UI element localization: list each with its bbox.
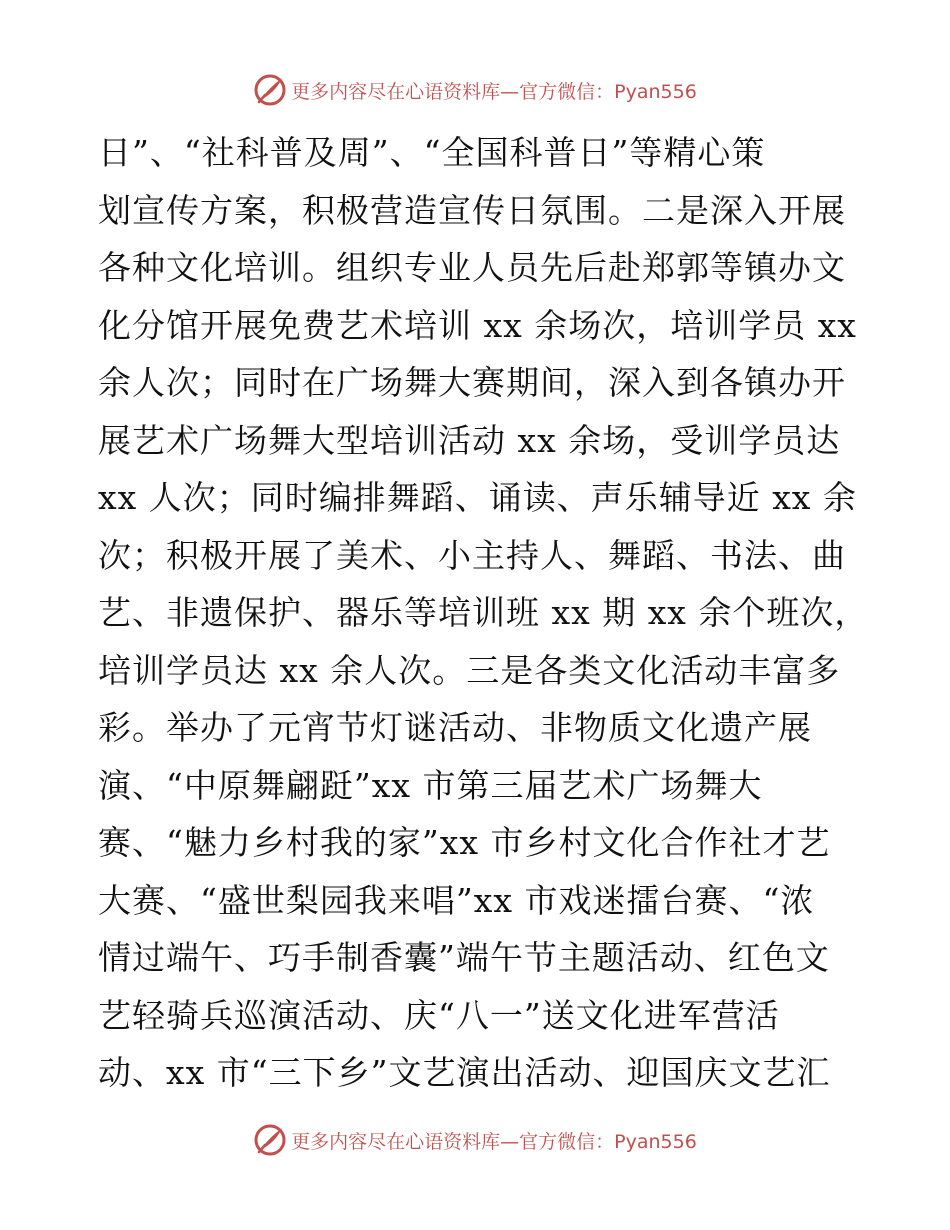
text-line: 余人次；同时在广场舞大赛期间，深入到各镇办开 [98,363,846,402]
text-line: xx 人次；同时编排舞蹈、诵读、声乐辅导近 xx 余 [98,478,857,517]
text-line: 化分馆开展免费艺术培训 xx 余场次，培训学员 xx [98,305,857,345]
text-line: 赛、“魅力乡村我的家”xx 市乡村文化合作社才艺 [98,823,831,862]
text-line: 日”、“社科普及周”、“全国科普日”等精心策 [98,133,766,172]
footer-watermark [0,1120,950,1160]
text-line: 彩。举办了元宵节灯谜活动、非物质文化遗产展 [98,708,812,747]
document-body [98,124,869,1102]
watermark-text: 更多内容尽在心语资料库—官方微信：Pyan556 [291,1130,697,1153]
feather-quill-logo-icon [253,1123,287,1157]
text-line: 次；积极开展了美术、小主持人、舞蹈、书法、曲 [98,535,846,575]
text-line: 情过端午、巧手制香囊”端午节主题活动、红色文 [98,938,830,977]
text-line: 艺轻骑兵巡演活动、庆“八一”送文化进军营活 [98,995,780,1035]
text-line: 大赛、“盛世梨园我来唱”xx 市戏迷擂台赛、“浓 [98,880,815,920]
text-line: 展艺术广场舞大型培训活动 xx 余场，受训学员达 [98,420,841,460]
text-line: 演、“中原舞翩跹”xx 市第三届艺术广场舞大 [98,765,763,805]
text-line: 各种文化培训。组织专业人员先后赴郑郭等镇办文 [98,248,846,287]
text-line: 艺、非遗保护、器乐等培训班 xx 期 xx 余个班次， [98,593,869,632]
text-line: 划宣传方案，积极营造宣传日氛围。二是深入开展 [98,190,846,230]
text-line: 培训学员达 xx 余人次。三是各类文化活动丰富多 [98,650,841,690]
text-line: 动、xx 市“三下乡”文艺演出活动、迎国庆文艺汇 [98,1053,831,1092]
header-watermark [0,70,950,110]
feather-quill-logo-icon [253,73,287,107]
watermark-text: 更多内容尽在心语资料库—官方微信：Pyan556 [291,80,697,103]
